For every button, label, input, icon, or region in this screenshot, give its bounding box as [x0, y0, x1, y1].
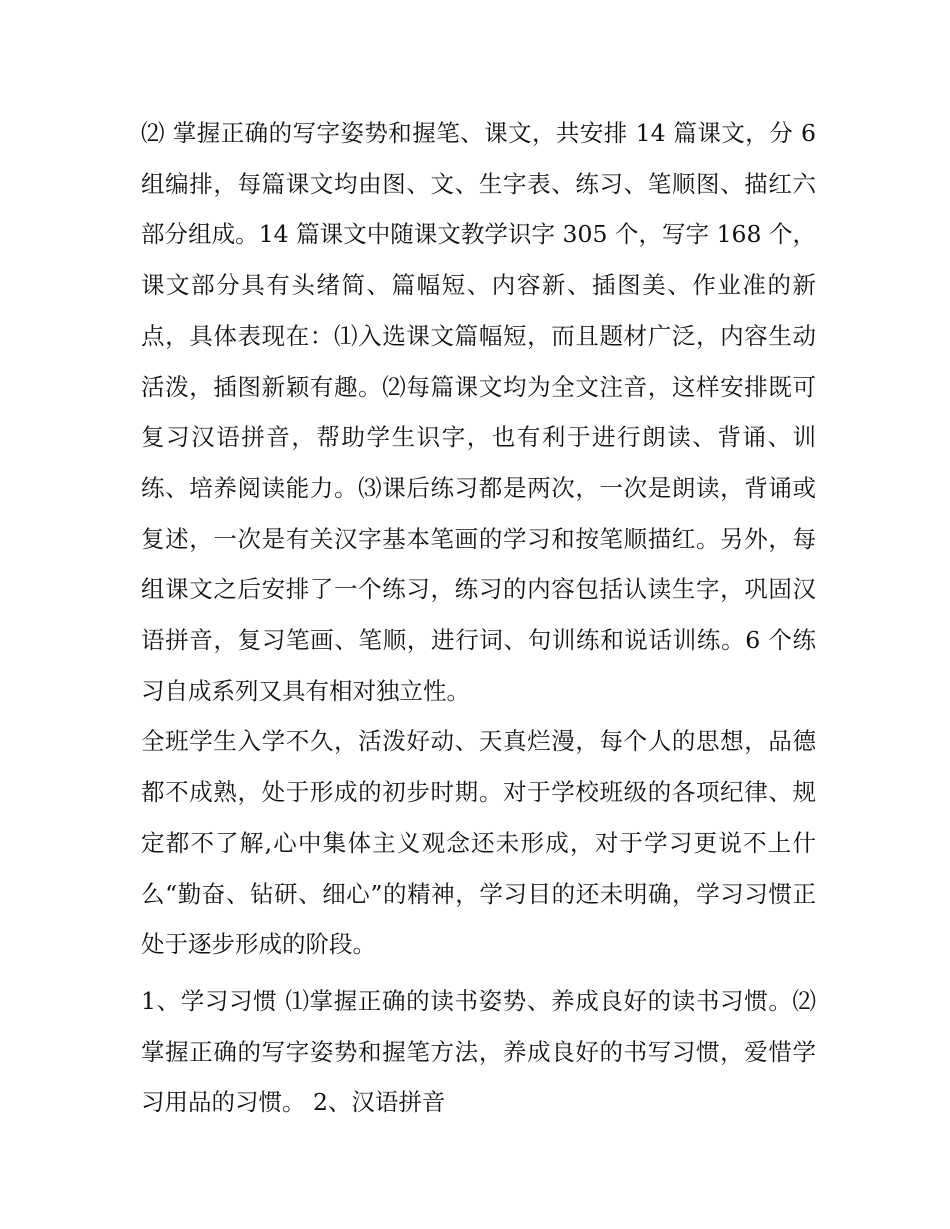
paragraph-learning-goals: 1、学习习惯 ⑴掌握正确的读书姿势、养成良好的读书习惯。⑵掌握正确的写字姿势和握笔方法，养成良好的书写习惯，爱惜学习用品的习惯。 2、汉语拼音 [141, 986, 816, 1117]
paragraph-class-situation: 全班学生入学不久，活泼好动、天真烂漫，每个人的思想，品德都不成熟，处于形成的初步时期。对于学校班级的各项纪律、规定都不了解,心中集体主义观念还未形成，对于学习更说不上什么“勤奋、钻研、细心”的精神，学习目的还未明确，学习习惯正处于逐步形成的阶段。 [141, 727, 816, 959]
paragraph-textbook-overview: ⑵ 掌握正确的写字姿势和握笔、课文，共安排 14 篇课文，分 6 组编排，每篇课文均由图、文、生字表、练习、笔顺图、描红六部分组成。14 篇课文中随课文教学识字 305 个，写字 168 个，课文部分具有头绪简、篇幅短、内容新、插图美、作业准的新点，具体表现在：⑴入选课文篇幅短，而且题材广泛，内容生动活泼，插图新颖有趣。⑵每篇课文均为全文注音，这样安排既可复习汉语拼音，帮助学生识字，也有利于进行朗读、背诵、训练、培养阅读能力。⑶课后练习都是两次，一次是朗读，背诵或复述，一次是有关汉字基本笔画的学习和按笔顺描红。另外，每组课文之后安排了一个练习，练习的内容包括认读生字，巩固汉语拼音，复习笔画、笔顺，进行词、句训练和说话训练。6 个练习自成系列又具有相对独立性。 [141, 119, 816, 705]
body-text [141, 108, 816, 1128]
